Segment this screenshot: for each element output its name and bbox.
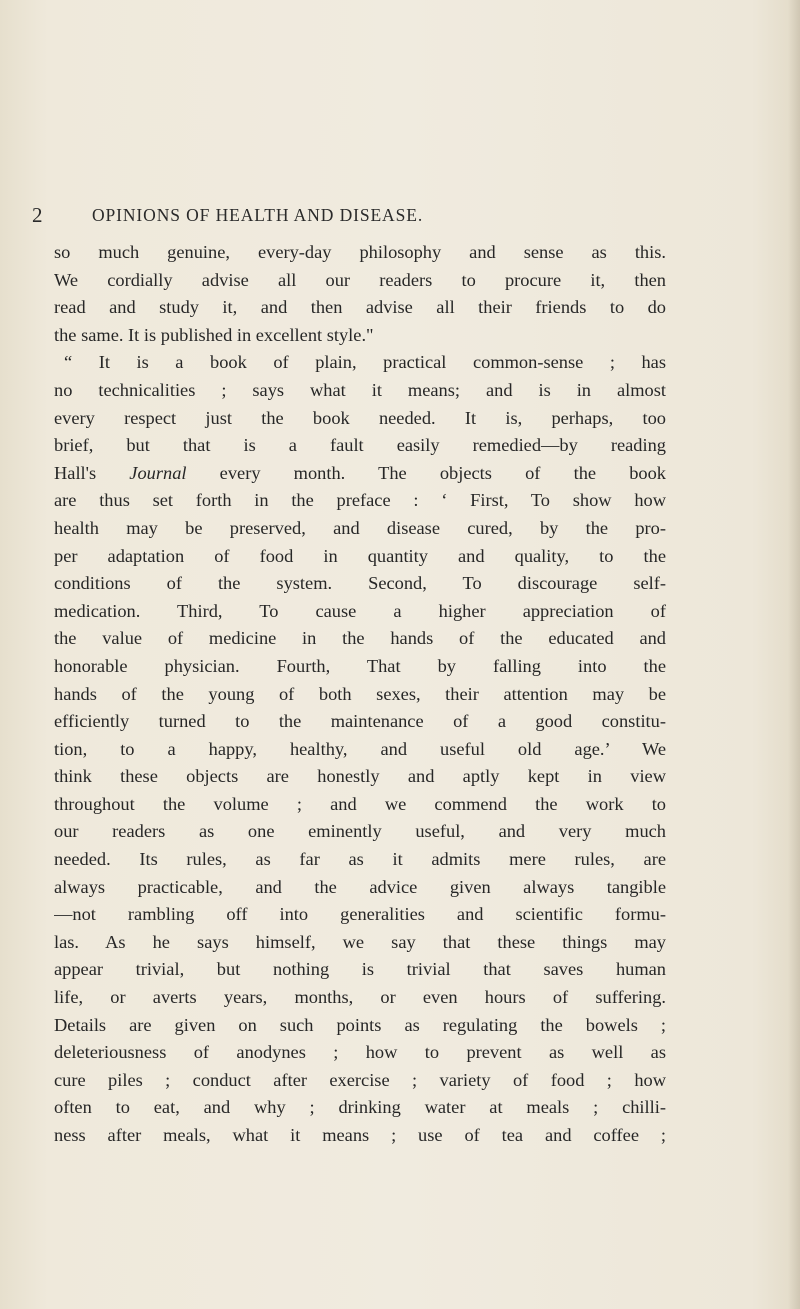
text-line: life, or averts years, months, or even hours of suffering. — [54, 987, 666, 1008]
text-line: read and study it, and then advise all their friends to do — [54, 297, 666, 318]
page-edge-shadow — [788, 0, 800, 1309]
text-line: think these objects are honestly and aptly kept in view — [54, 766, 666, 787]
text-line: are thus set forth in the preface : ‘ First, To show how — [54, 490, 666, 511]
text-line: deleteriousness of anodynes ; how to prevent as well as — [54, 1042, 666, 1063]
running-title: OPINIONS OF HEALTH AND DISEASE. — [92, 205, 424, 225]
text-line: health may be preserved, and disease cured, by the pro- — [54, 517, 666, 538]
text-line: needed. Its rules, as far as it admits mere rules, are — [54, 849, 666, 870]
text-line: the same. It is published in excellent style." — [54, 324, 374, 345]
text-line: —not rambling off into generalities and scientific formu- — [54, 904, 666, 925]
text-line: often to eat, and why ; drinking water at meals ; chilli- — [54, 1097, 666, 1118]
page-number: 2 — [32, 203, 43, 227]
text-line: ness after meals, what it means ; use of tea and coffee ; — [54, 1125, 666, 1145]
journal-title-italic: Journal — [129, 462, 187, 483]
text-line: honorable physician. Fourth, That by falling into the — [54, 655, 666, 676]
text-line: per adaptation of food in quantity and quality, to the — [54, 545, 666, 566]
text-line: las. As he says himself, we say that these things may — [54, 931, 666, 952]
text-line: Details are given on such points as regulating the bowels ; — [54, 1014, 666, 1035]
text-line: always practicable, and the advice given always tangible — [54, 876, 666, 897]
text-line: throughout the volume ; and we commend the work to — [54, 793, 666, 814]
text-line: every respect just the book needed. It is, perhaps, too — [54, 407, 666, 428]
text-line: tion, to a happy, healthy, and useful old age.’ We — [54, 738, 666, 759]
text-line: so much genuine, every-day philosophy and sense as this. — [54, 242, 666, 262]
page-header — [32, 203, 652, 227]
text-line: brief, but that is a fault easily remedied—by reading — [54, 435, 666, 456]
text-line: hands of the young of both sexes, their attention may be — [54, 683, 666, 704]
text-segment: Hall's — [54, 462, 130, 483]
text-line: conditions of the system. Second, To discourage self- — [54, 573, 666, 594]
text-line: appear trivial, but nothing is trivial that saves human — [54, 959, 666, 980]
text-line — [54, 460, 666, 488]
body-text — [54, 239, 666, 1150]
text-line: “ It is a book of plain, practical common-sense ; has — [64, 352, 666, 373]
text-line: no technicalities ; says what it means; and is in almost — [54, 379, 666, 400]
text-segment: every month. The objects of the book — [186, 462, 666, 483]
text-line: cure piles ; conduct after exercise ; variety of food ; how — [54, 1069, 666, 1090]
text-line: medication. Third, To cause a higher appreciation of — [54, 600, 666, 621]
text-line: We cordially advise all our readers to procure it, then — [54, 269, 666, 290]
text-line: our readers as one eminently useful, and very much — [54, 821, 666, 842]
text-line: the value of medicine in the hands of the educated and — [54, 628, 666, 649]
text-line: efficiently turned to the maintenance of a good constitu- — [54, 711, 666, 732]
